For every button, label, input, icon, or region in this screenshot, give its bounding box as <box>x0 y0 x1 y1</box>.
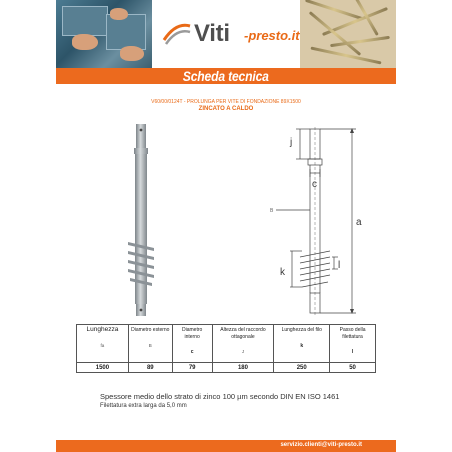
spec-header-cell <box>128 325 172 363</box>
dim-label-a: a <box>356 217 362 228</box>
dim-label-b: B <box>270 208 274 214</box>
logo-domain: -presto.it <box>244 28 300 43</box>
spec-table-header-row <box>77 325 376 363</box>
page-title: Scheda tecnica <box>183 68 269 84</box>
spec-header-cell <box>330 325 376 363</box>
footer-bar <box>56 440 396 452</box>
spec-header-symbol: B <box>148 342 152 348</box>
spec-table-values-row <box>77 363 376 373</box>
spec-header-cell <box>77 325 129 363</box>
spec-value-cell: 79 <box>172 363 212 373</box>
dim-label-k: k <box>280 267 285 278</box>
spec-value-cell: 89 <box>128 363 172 373</box>
thread-note: Filettatura extra larga da 5,0 mm <box>100 403 187 409</box>
header-banner <box>56 0 396 68</box>
spec-header-title: Lunghezza <box>86 326 119 333</box>
workshop-photo <box>56 0 152 68</box>
spec-header-symbol: k <box>300 342 304 349</box>
spec-value-cell: 50 <box>330 363 376 373</box>
spec-header-symbol: l <box>351 349 354 355</box>
spec-header-title: Passo della filettatura <box>339 327 366 340</box>
screws-photo <box>300 0 396 68</box>
logo-swoosh-icon <box>162 20 192 48</box>
spec-header-cell <box>212 325 274 363</box>
spec-value-cell: 180 <box>212 363 274 373</box>
product-code: V60/00/0124T - PROLUNGA PER VITE DI FONDAZIONE 89X1500 <box>151 99 301 105</box>
spec-header-title: Diametro interno <box>182 327 203 340</box>
spec-header-title: Altezza del raccordo ottagonale <box>220 327 266 340</box>
spec-header-symbol: J <box>241 349 245 354</box>
datasheet-page <box>56 0 396 452</box>
dim-label-j: j <box>290 137 293 148</box>
spec-table <box>76 324 376 373</box>
spec-header-cell <box>172 325 212 363</box>
product-finish: ZINCATO A CALDO <box>198 106 254 112</box>
dim-label-c: c <box>312 179 317 190</box>
dim-label-l: l <box>338 260 341 271</box>
spec-header-cell <box>274 325 330 363</box>
technical-drawing <box>256 125 376 320</box>
logo <box>152 0 300 68</box>
spec-value-cell: 250 <box>274 363 330 373</box>
spec-value-cell: 1500 <box>77 363 129 373</box>
spec-header-symbol: c <box>190 349 194 355</box>
title-bar <box>56 68 396 84</box>
spec-header-title: Diametro esterno <box>131 327 170 333</box>
zinc-thickness-note: Spessore medio dello strato di zinco 100 µm secondo DIN EN ISO 1461 <box>100 392 340 401</box>
spec-header-symbol: fa <box>100 342 105 348</box>
logo-text: Viti <box>194 20 230 47</box>
spec-header-title: Lunghezza del filo <box>281 327 322 333</box>
footer-email[interactable]: servizio.clienti@viti-presto.it <box>280 442 362 448</box>
product-photo <box>112 120 172 320</box>
